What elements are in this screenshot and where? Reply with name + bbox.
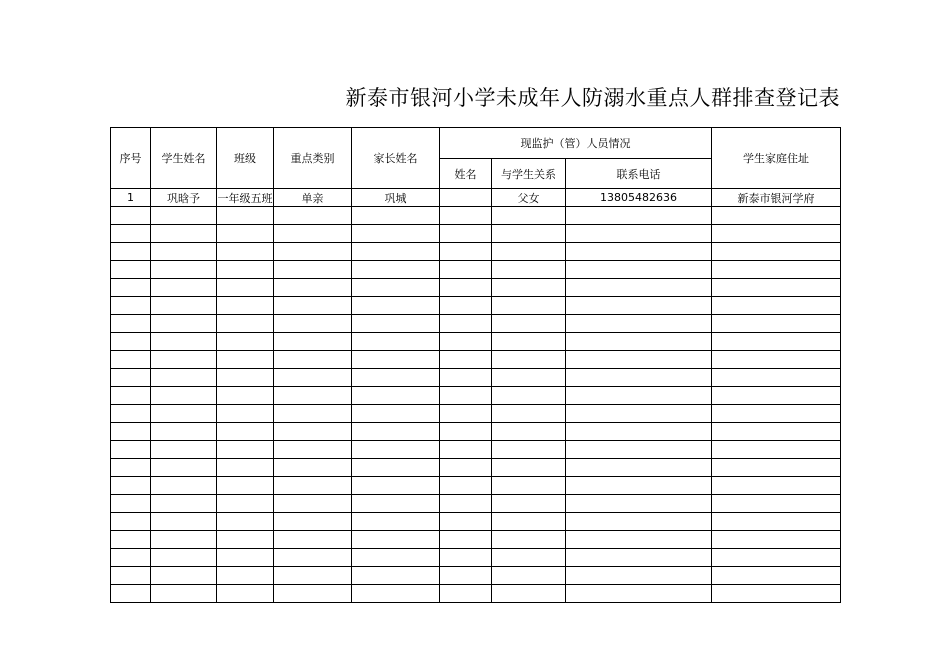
cell-class [217, 333, 274, 351]
cell-phone [566, 567, 712, 585]
cell-class [217, 387, 274, 405]
cell-phone [566, 279, 712, 297]
empty-table-row [111, 495, 841, 513]
cell-parent-name [352, 531, 440, 549]
cell-parent-name [352, 207, 440, 225]
cell-student-name [151, 297, 217, 315]
empty-table-row [111, 441, 841, 459]
cell-address [712, 369, 841, 387]
cell-phone [566, 351, 712, 369]
cell-seq [111, 225, 151, 243]
empty-table-row [111, 549, 841, 567]
cell-phone [566, 441, 712, 459]
cell-relation [492, 333, 566, 351]
cell-relation [492, 477, 566, 495]
header-relation: 与学生关系 [492, 159, 566, 189]
cell-key-category [274, 315, 352, 333]
cell-address: 新泰市银河学府 [712, 189, 841, 207]
cell-guardian-name [440, 369, 492, 387]
cell-guardian-name [440, 477, 492, 495]
cell-phone [566, 423, 712, 441]
header-student-name: 学生姓名 [151, 128, 217, 189]
cell-guardian-name [440, 189, 492, 207]
cell-class [217, 477, 274, 495]
cell-parent-name [352, 441, 440, 459]
cell-phone: 13805482636 [566, 189, 712, 207]
cell-guardian-name [440, 567, 492, 585]
empty-table-row [111, 405, 841, 423]
cell-relation [492, 369, 566, 387]
cell-relation [492, 531, 566, 549]
cell-class [217, 297, 274, 315]
cell-seq [111, 585, 151, 603]
cell-parent-name [352, 585, 440, 603]
cell-relation [492, 351, 566, 369]
cell-guardian-name [440, 387, 492, 405]
cell-parent-name [352, 315, 440, 333]
cell-relation [492, 243, 566, 261]
cell-key-category [274, 567, 352, 585]
cell-class [217, 315, 274, 333]
empty-table-row [111, 567, 841, 585]
cell-address [712, 531, 841, 549]
cell-seq [111, 495, 151, 513]
empty-table-row [111, 279, 841, 297]
cell-seq [111, 333, 151, 351]
cell-address [712, 261, 841, 279]
cell-guardian-name [440, 297, 492, 315]
cell-key-category [274, 549, 352, 567]
cell-address [712, 459, 841, 477]
cell-seq [111, 297, 151, 315]
cell-address [712, 441, 841, 459]
cell-seq [111, 513, 151, 531]
cell-guardian-name [440, 261, 492, 279]
cell-guardian-name [440, 441, 492, 459]
cell-guardian-name [440, 585, 492, 603]
cell-phone [566, 531, 712, 549]
cell-seq [111, 243, 151, 261]
cell-parent-name [352, 279, 440, 297]
cell-relation [492, 513, 566, 531]
empty-table-row [111, 369, 841, 387]
cell-phone [566, 315, 712, 333]
cell-address [712, 207, 841, 225]
cell-student-name [151, 243, 217, 261]
cell-key-category [274, 261, 352, 279]
cell-address [712, 477, 841, 495]
empty-table-row [111, 333, 841, 351]
cell-address [712, 225, 841, 243]
cell-student-name [151, 207, 217, 225]
cell-phone [566, 585, 712, 603]
cell-address [712, 549, 841, 567]
cell-phone [566, 459, 712, 477]
cell-class [217, 261, 274, 279]
cell-parent-name [352, 513, 440, 531]
empty-table-row [111, 531, 841, 549]
cell-class [217, 531, 274, 549]
cell-guardian-name [440, 513, 492, 531]
cell-parent-name [352, 297, 440, 315]
cell-class [217, 423, 274, 441]
cell-class [217, 567, 274, 585]
cell-class [217, 441, 274, 459]
cell-seq [111, 369, 151, 387]
cell-student-name [151, 333, 217, 351]
cell-relation [492, 261, 566, 279]
page-title: 新泰市银河小学未成年人防溺水重点人群排查登记表 [345, 86, 840, 110]
cell-key-category [274, 441, 352, 459]
cell-relation [492, 405, 566, 423]
cell-parent-name [352, 243, 440, 261]
cell-key-category [274, 495, 352, 513]
cell-seq [111, 549, 151, 567]
cell-relation [492, 315, 566, 333]
cell-parent-name [352, 459, 440, 477]
cell-student-name [151, 477, 217, 495]
cell-guardian-name [440, 243, 492, 261]
cell-guardian-name [440, 333, 492, 351]
cell-seq [111, 423, 151, 441]
cell-address [712, 279, 841, 297]
cell-seq [111, 567, 151, 585]
cell-class: 一年级五班 [217, 189, 274, 207]
cell-parent-name [352, 351, 440, 369]
cell-key-category [274, 387, 352, 405]
cell-class [217, 585, 274, 603]
empty-table-row [111, 297, 841, 315]
cell-address [712, 513, 841, 531]
cell-address [712, 567, 841, 585]
cell-phone [566, 207, 712, 225]
cell-key-category [274, 369, 352, 387]
cell-address [712, 423, 841, 441]
cell-key-category [274, 477, 352, 495]
cell-key-category [274, 243, 352, 261]
cell-phone [566, 297, 712, 315]
cell-student-name [151, 351, 217, 369]
cell-class [217, 495, 274, 513]
cell-seq [111, 279, 151, 297]
cell-student-name [151, 315, 217, 333]
cell-class [217, 549, 274, 567]
cell-parent-name [352, 423, 440, 441]
cell-class [217, 351, 274, 369]
empty-table-row [111, 261, 841, 279]
cell-address [712, 243, 841, 261]
cell-key-category [274, 585, 352, 603]
cell-guardian-name [440, 459, 492, 477]
empty-table-row [111, 351, 841, 369]
cell-seq [111, 351, 151, 369]
cell-student-name [151, 549, 217, 567]
cell-seq [111, 459, 151, 477]
table-body [111, 189, 841, 603]
header-seq: 序号 [111, 128, 151, 189]
empty-table-row [111, 387, 841, 405]
cell-address [712, 387, 841, 405]
cell-address [712, 495, 841, 513]
cell-phone [566, 405, 712, 423]
cell-phone [566, 369, 712, 387]
cell-phone [566, 261, 712, 279]
cell-parent-name: 巩城 [352, 189, 440, 207]
cell-class [217, 369, 274, 387]
header-guardian-name: 姓名 [440, 159, 492, 189]
cell-relation [492, 567, 566, 585]
cell-seq [111, 315, 151, 333]
cell-phone [566, 495, 712, 513]
cell-class [217, 243, 274, 261]
cell-parent-name [352, 549, 440, 567]
cell-student-name [151, 513, 217, 531]
empty-table-row [111, 477, 841, 495]
cell-key-category [274, 513, 352, 531]
cell-parent-name [352, 225, 440, 243]
cell-class [217, 279, 274, 297]
header-phone: 联系电话 [566, 159, 712, 189]
cell-phone [566, 477, 712, 495]
cell-class [217, 405, 274, 423]
empty-table-row [111, 513, 841, 531]
cell-student-name [151, 261, 217, 279]
cell-phone [566, 549, 712, 567]
cell-guardian-name [440, 531, 492, 549]
cell-relation [492, 297, 566, 315]
cell-student-name [151, 585, 217, 603]
cell-seq [111, 261, 151, 279]
cell-key-category [274, 459, 352, 477]
cell-student-name [151, 225, 217, 243]
cell-student-name [151, 441, 217, 459]
cell-guardian-name [440, 207, 492, 225]
header-address: 学生家庭住址 [712, 128, 841, 189]
cell-student-name [151, 405, 217, 423]
cell-student-name [151, 495, 217, 513]
table-row [111, 189, 841, 207]
cell-parent-name [352, 567, 440, 585]
cell-class [217, 225, 274, 243]
cell-student-name [151, 459, 217, 477]
cell-class [217, 207, 274, 225]
cell-phone [566, 225, 712, 243]
cell-seq [111, 531, 151, 549]
cell-guardian-name [440, 315, 492, 333]
cell-parent-name [352, 387, 440, 405]
cell-student-name [151, 279, 217, 297]
empty-table-row [111, 315, 841, 333]
cell-address [712, 405, 841, 423]
cell-guardian-name [440, 423, 492, 441]
cell-relation [492, 459, 566, 477]
cell-guardian-name [440, 279, 492, 297]
cell-student-name [151, 567, 217, 585]
cell-key-category [274, 207, 352, 225]
header-parent-name: 家长姓名 [352, 128, 440, 189]
empty-table-row [111, 459, 841, 477]
cell-student-name [151, 531, 217, 549]
cell-class [217, 459, 274, 477]
cell-seq [111, 405, 151, 423]
cell-address [712, 333, 841, 351]
cell-parent-name [352, 405, 440, 423]
cell-key-category [274, 279, 352, 297]
cell-key-category [274, 297, 352, 315]
cell-guardian-name [440, 549, 492, 567]
header-row-1 [111, 128, 841, 159]
cell-seq [111, 207, 151, 225]
cell-parent-name [352, 369, 440, 387]
cell-key-category [274, 225, 352, 243]
cell-relation [492, 585, 566, 603]
cell-key-category [274, 531, 352, 549]
cell-guardian-name [440, 351, 492, 369]
cell-parent-name [352, 261, 440, 279]
cell-seq: 1 [111, 189, 151, 207]
cell-student-name [151, 369, 217, 387]
cell-phone [566, 387, 712, 405]
cell-parent-name [352, 477, 440, 495]
cell-key-category: 单亲 [274, 189, 352, 207]
cell-phone [566, 243, 712, 261]
cell-address [712, 585, 841, 603]
cell-student-name: 巩晗予 [151, 189, 217, 207]
cell-relation [492, 441, 566, 459]
cell-key-category [274, 423, 352, 441]
cell-key-category [274, 333, 352, 351]
cell-parent-name [352, 333, 440, 351]
cell-key-category [274, 405, 352, 423]
cell-student-name [151, 387, 217, 405]
cell-seq [111, 477, 151, 495]
cell-relation [492, 279, 566, 297]
cell-relation [492, 225, 566, 243]
cell-guardian-name [440, 225, 492, 243]
cell-relation [492, 495, 566, 513]
cell-guardian-name [440, 405, 492, 423]
empty-table-row [111, 243, 841, 261]
header-class: 班级 [217, 128, 274, 189]
cell-class [217, 513, 274, 531]
empty-table-row [111, 585, 841, 603]
cell-seq [111, 387, 151, 405]
cell-relation: 父女 [492, 189, 566, 207]
empty-table-row [111, 225, 841, 243]
cell-relation [492, 387, 566, 405]
cell-parent-name [352, 495, 440, 513]
cell-phone [566, 333, 712, 351]
cell-key-category [274, 351, 352, 369]
cell-relation [492, 549, 566, 567]
empty-table-row [111, 207, 841, 225]
cell-address [712, 351, 841, 369]
cell-seq [111, 441, 151, 459]
cell-relation [492, 423, 566, 441]
header-key-category: 重点类别 [274, 128, 352, 189]
cell-address [712, 315, 841, 333]
cell-guardian-name [440, 495, 492, 513]
header-guardian-group: 现监护（管）人员情况 [440, 128, 712, 159]
register-table [110, 127, 841, 603]
cell-address [712, 297, 841, 315]
empty-table-row [111, 423, 841, 441]
cell-relation [492, 207, 566, 225]
cell-phone [566, 513, 712, 531]
cell-student-name [151, 423, 217, 441]
